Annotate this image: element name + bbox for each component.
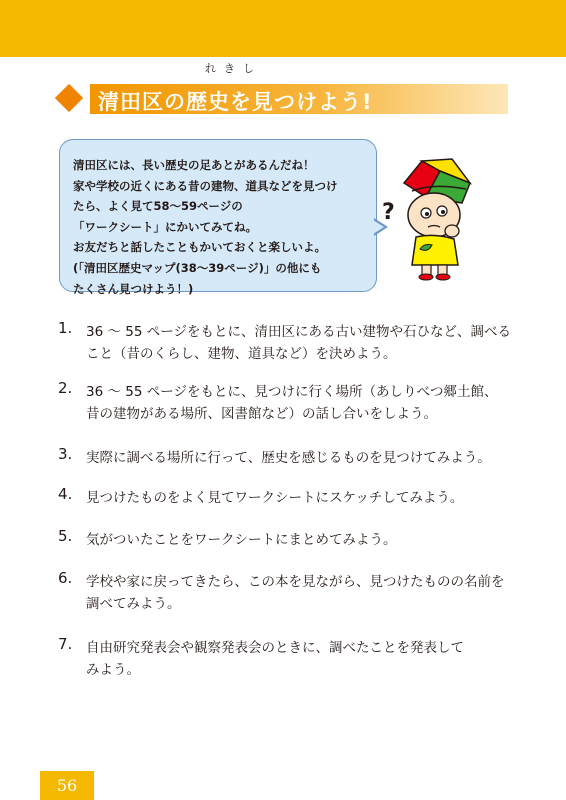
bubble-line: (「清田区歴史マップ(38〜39ページ)」の他にも	[73, 260, 322, 275]
step-text: 36 〜 55 ページをもとに、見つけに行く場所（あしりべつ郷土館、	[86, 384, 498, 400]
step-number: 3.	[58, 445, 73, 463]
bubble-line: たくさん見つけよう！)	[73, 281, 194, 296]
step-text: 自由研究発表会や観察発表会のときに、調べたことを発表して	[86, 640, 464, 656]
step-text: こと（昔のくらし、建物、道具など）を決めよう。	[86, 346, 397, 362]
step-text: 実際に調べる場所に行って、歴史を感じるものを見つけてみよう。	[86, 450, 491, 466]
step-text: みよう。	[86, 662, 140, 678]
heading-title: 清田区の歴史を見つけよう!	[98, 90, 373, 114]
step-number: 5.	[58, 527, 73, 545]
step-number: 2.	[58, 379, 73, 397]
top-color-band	[0, 0, 566, 57]
mascot-icon	[382, 153, 478, 281]
page-number-box	[40, 771, 94, 800]
section-heading	[58, 84, 508, 114]
bubble-line: 家や学校の近くにある昔の建物、道具などを見つけ	[73, 178, 338, 193]
step-text: 学校や家に戻ってきたら、この本を見ながら、見つけたものの名前を	[86, 574, 505, 590]
step-text: 気がついたことをワークシートにまとめてみよう。	[86, 532, 397, 548]
step-text: 見つけたものをよく見てワークシートにスケッチしてみよう。	[86, 490, 464, 506]
bubble-line: たら、よく見て58〜59ページの	[73, 199, 243, 214]
step-number: 6.	[58, 569, 73, 587]
bubble-line: お友だちと話したこともかいておくと楽しいよ。	[73, 240, 326, 255]
step-text: 36 〜 55 ページをもとに、清田区にある古い建物や石ひなど、調べる	[86, 324, 511, 340]
bubble-line: 「ワークシート」にかいてみてね。	[73, 219, 257, 234]
step-text: 調べてみよう。	[86, 596, 181, 612]
heading-ruby: れきし	[205, 62, 262, 75]
speech-bubble-text	[73, 155, 338, 299]
step-number: 7.	[58, 635, 73, 653]
diamond-icon	[55, 84, 83, 112]
step-number: 4.	[58, 485, 73, 503]
step-number: 1.	[58, 319, 73, 337]
page-number: 56	[56, 776, 78, 795]
step-text: 昔の建物がある場所、図書館など）の話し合いをしよう。	[86, 406, 437, 422]
bubble-line: 清田区には、長い歴史の足あとがあるんだね！	[73, 158, 315, 172]
svg-text:?: ?	[382, 200, 395, 225]
